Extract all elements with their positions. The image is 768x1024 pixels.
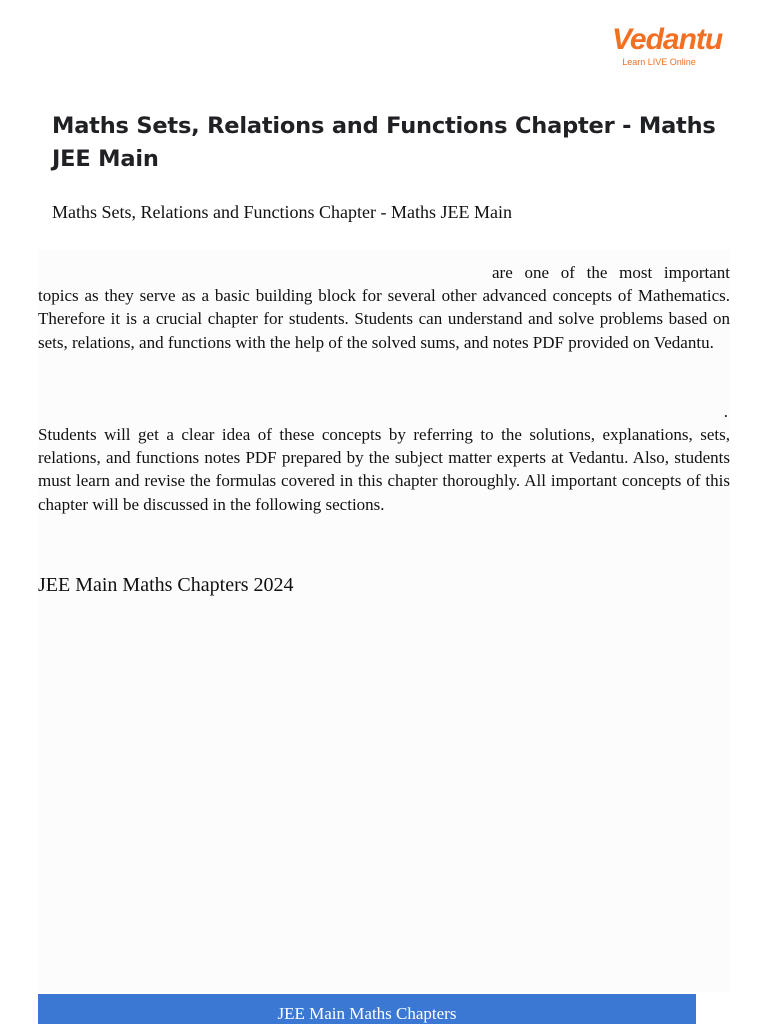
page-title: Maths Sets, Relations and Functions Chapter - Maths JEE Main [52,113,716,172]
article-content [38,250,730,992]
body-paragraph: Students will get a clear idea of these concepts by referring to the solutions, explanations, sets, relations, and functions notes PDF prepared by the subject matter experts at Vedantu. Also, students must learn and revise the formulas covered in this chapter thoroughly. All important concepts of this chapter will be discussed in the following sections. [38,425,730,514]
logo-wordmark: Vedantu [612,23,723,56]
chapters-table-header: JEE Main Maths Chapters [38,994,696,1024]
stray-period: . [723,402,728,421]
logo-tagline: Learn LIVE Online [622,57,696,67]
intro-paragraph: are one of the most important topics as they serve as a basic building block for several other advanced concepts of Mathematics. Therefore it is a crucial chapter for students. Students can understand and solve problems based on sets, relations, and functions with the help of the solved sums, and notes PDF provided on Vedantu. [38,263,730,352]
page-subtitle: Maths Sets, Relations and Functions Chapter - Maths JEE Main [52,202,512,222]
section-heading: JEE Main Maths Chapters 2024 [38,574,294,596]
vedantu-logo[interactable] [612,23,723,67]
